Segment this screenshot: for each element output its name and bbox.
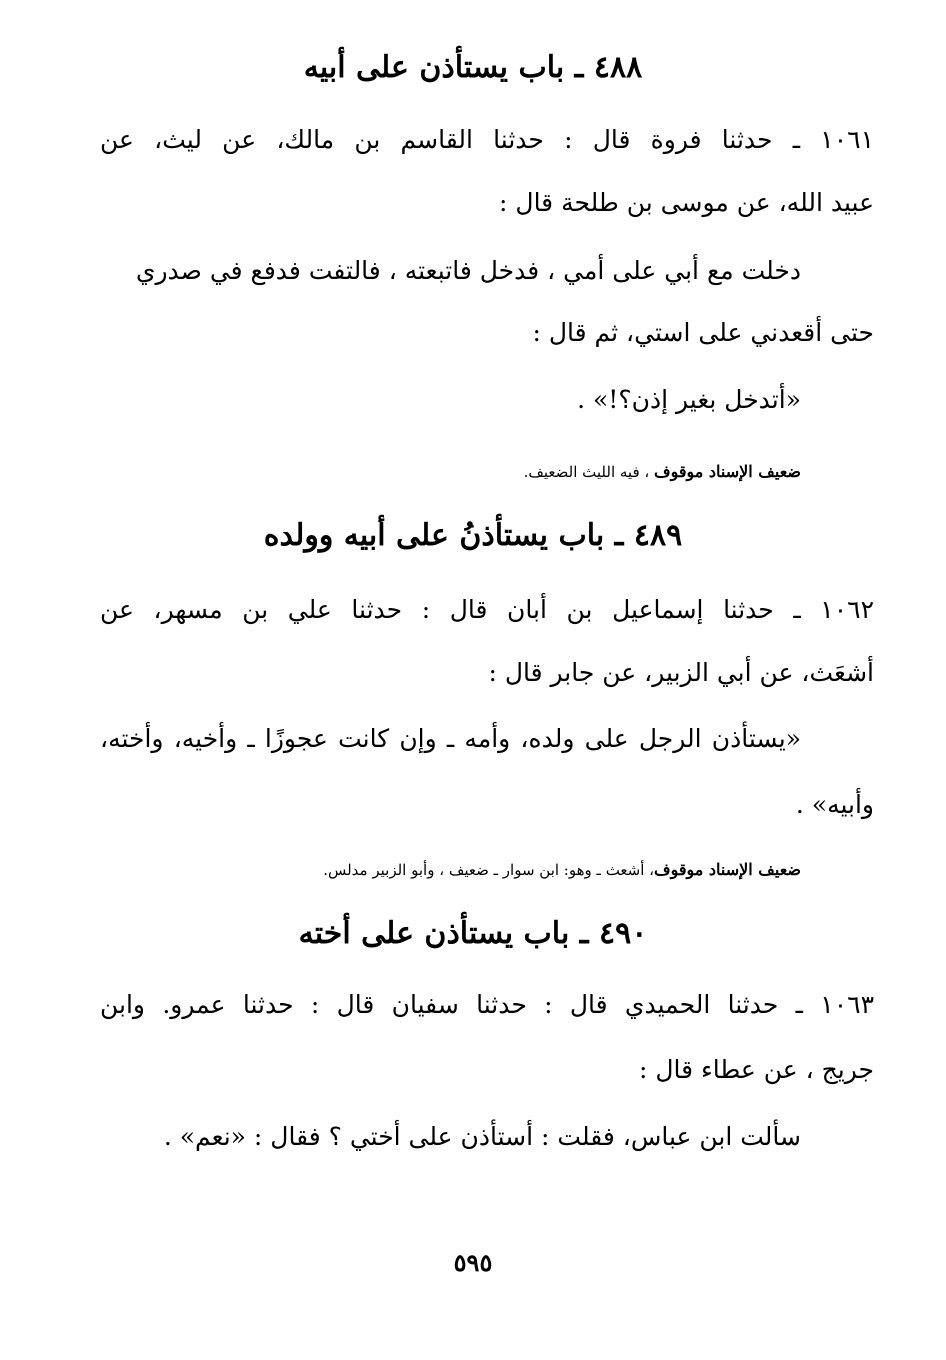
chapter-heading-490: ٤٩٠ ـ باب يستأذن على أخته: [298, 916, 648, 951]
hadith-1061-line-1: ١٠٦١ ـ حدثنا فروة قال : حدثنا القاسم بن مالك، عن ليث، عن: [100, 125, 874, 154]
hadith-1062-grade-note: [323, 860, 801, 879]
hadith-1061-grade-note: [524, 462, 801, 481]
grade-explanation: ، أشعث ـ وهو: ابن سوار ـ ضعيف ، وأبو الزبير مدلس.: [323, 861, 655, 879]
grade-label: ضعيف الإسناد موقوف: [654, 860, 801, 879]
hadith-1061-line-2: عبيد الله، عن موسى بن طلحة قال :: [499, 188, 874, 217]
hadith-1062-line-2: أشعَث، عن أبي الزبير، عن جابر قال :: [488, 658, 874, 687]
hadith-1062-line-1: ١٠٦٢ ـ حدثنا إسماعيل بن أبان قال : حدثنا علي بن مسهر، عن: [100, 595, 874, 624]
chapter-heading-488: ٤٨٨ ـ باب يستأذن على أبيه: [303, 50, 643, 85]
hadith-1063-line-3: سألت ابن عباس، فقلت : أستأذن على أختي ؟ فقال : «نعم» .: [163, 1122, 801, 1151]
page-number: ٥٩٥: [453, 1248, 493, 1277]
hadith-1061-line-5: «أتدخل بغير إذن؟!» .: [577, 385, 801, 414]
hadith-1063-line-1: ١٠٦٣ ـ حدثنا الحميدي قال : حدثنا سفيان قال : حدثنا عمرو. وابن: [100, 990, 874, 1019]
hadith-1062-line-3: «يستأذن الرجل على ولده، وأمه ـ وإن كانت عجوزًا ـ وأخيه، وأخته،: [100, 724, 801, 753]
hadith-1061-line-3: دخلت مع أبي على أمي ، فدخل فاتبعته ، فالتفت فدفع في صدري: [135, 256, 801, 285]
grade-explanation: ، فيه الليث الضعيف.: [523, 463, 655, 481]
grade-label: ضعيف الإسناد موقوف: [654, 462, 801, 481]
chapter-heading-489: ٤٨٩ ـ باب يستأذنُ على أبيه وولده: [263, 518, 683, 553]
hadith-1063-line-2: جريج ، عن عطاء قال :: [638, 1055, 874, 1084]
hadith-1061-line-4: حتى أقعدني على استي، ثم قال :: [532, 318, 874, 347]
hadith-1062-line-4: وأبيه» .: [795, 790, 874, 819]
